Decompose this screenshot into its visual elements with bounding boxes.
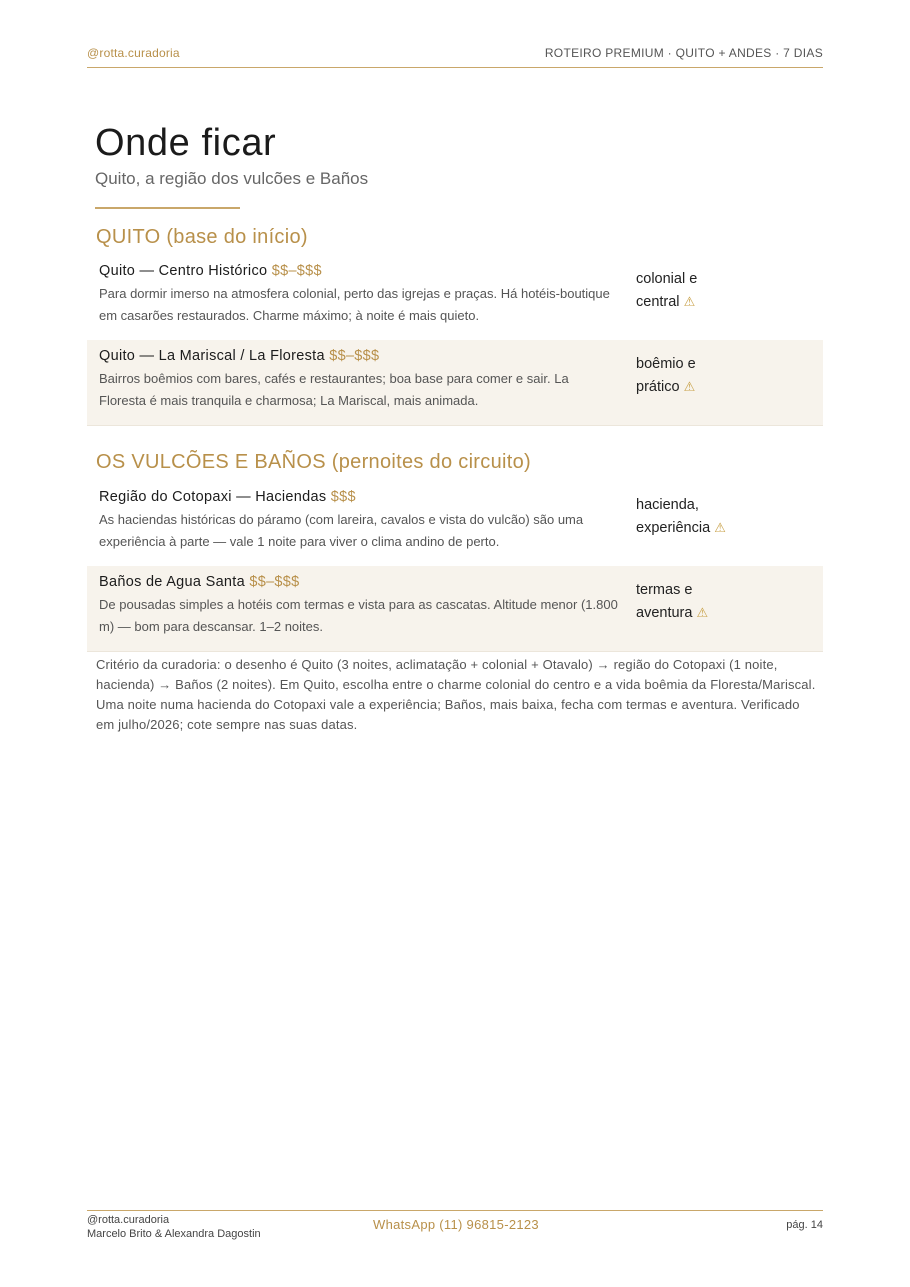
- lodging-name-line: [99, 487, 619, 507]
- footer-handle: @rotta.curadoria: [87, 1214, 170, 1226]
- footer-authors: Marcelo Brito & Alexandra Dagostin: [87, 1228, 261, 1240]
- tag-line-1: hacienda,: [636, 497, 699, 513]
- page-subtitle: Quito, a região dos vulcões e Baños: [95, 169, 369, 188]
- page-number: pág. 14: [786, 1219, 823, 1231]
- lodging-row: [87, 566, 823, 652]
- section-heading-vulcoes: OS VULCÕES E BAÑOS (pernoites do circuito): [96, 451, 531, 473]
- warning-icon: ⚠: [683, 378, 696, 394]
- lodging-tag: [636, 495, 786, 539]
- header-handle: @rotta.curadoria: [87, 46, 180, 60]
- lodging-info: [99, 487, 619, 552]
- lodging-row: [87, 340, 823, 426]
- lodging-name-line: [99, 346, 619, 366]
- lodging-tag: [636, 580, 786, 624]
- lodging-name: Quito — La Mariscal / La Floresta: [99, 348, 325, 364]
- lodging-name: Baños de Agua Santa: [99, 574, 245, 590]
- lodging-description: Bairros boêmios com bares, cafés e restaurantes; boa base para comer e sair. La Floresta é mais tranquila e charmosa; La Mariscal, mais animada.: [99, 371, 569, 408]
- lodging-row: [87, 255, 823, 341]
- warning-icon: ⚠: [714, 519, 726, 535]
- lodging-description: As haciendas históricas do páramo (com lareira, cavalos e vista do vulcão) são uma experiência à parte — vale 1 noite para viver o clima andino de perto.: [99, 512, 584, 549]
- lodging-info: [99, 572, 619, 637]
- price-range: $$–$$$: [271, 263, 322, 279]
- title-divider: [95, 207, 240, 209]
- tag-line-2: central: [636, 293, 680, 310]
- tag-line-2: prático: [636, 378, 680, 395]
- price-range: $$–$$$: [249, 574, 300, 590]
- lodging-name: Quito — Centro Histórico: [99, 263, 268, 279]
- tag-line-2: experiência: [636, 519, 711, 536]
- lodging-name-line: [99, 261, 619, 281]
- lodging-description: De pousadas simples a hotéis com termas e vista para as cascatas. Altitude menor (1.800 m) — bom para descansar. 1–2 noites.: [99, 597, 618, 634]
- section-heading-quito: QUITO (base do início): [96, 226, 308, 248]
- lodging-name-line: [99, 572, 619, 592]
- tag-line-1: termas e: [636, 582, 693, 598]
- lodging-info: [99, 346, 619, 411]
- price-range: $$–$$$: [329, 348, 380, 364]
- lodging-info: [99, 261, 619, 326]
- running-footer: [87, 1210, 823, 1251]
- lodging-name: Região do Cotopaxi — Haciendas: [99, 489, 327, 505]
- footer-whatsapp-contact[interactable]: WhatsApp (11) 96815-2123: [373, 1217, 539, 1232]
- page-title: Onde ficar: [95, 122, 277, 164]
- warning-icon: ⚠: [683, 293, 696, 309]
- price-range: $$$: [330, 489, 356, 505]
- lodging-description: Para dormir imerso na atmosfera colonial, perto das igrejas e praças. Há hotéis-boutique em casarões restaurados. Charme máximo; à noite é mais quieto.: [99, 286, 610, 323]
- tag-line-1: colonial e: [636, 271, 698, 287]
- curation-criteria-note: Critério da curadoria: o desenho é Quito (3 noites, aclimatação + colonial + Otavalo) → região do Cotopaxi (1 noite, hacienda) → Baños (2 noites). Em Quito, escolha entre o charme colonial do centro e a vida boêmia da Floresta/Mariscal. Uma noite numa hacienda do Cotopaxi vale a experiência; Baños, mais baixa, fecha com termas e aventura. Verificado em julho/2026; cote sempre nas suas datas.: [96, 657, 816, 732]
- running-header: [87, 46, 823, 68]
- lodging-row: [87, 481, 823, 567]
- tag-line-2: aventura: [636, 604, 693, 621]
- lodging-tag: [636, 269, 786, 313]
- tag-line-1: boêmio e: [636, 356, 696, 372]
- header-doc-title: ROTEIRO PREMIUM · QUITO + ANDES · 7 DIAS: [544, 46, 823, 60]
- footer-credits: [87, 1213, 261, 1241]
- lodging-tag: [636, 354, 786, 398]
- warning-icon: ⚠: [696, 604, 709, 620]
